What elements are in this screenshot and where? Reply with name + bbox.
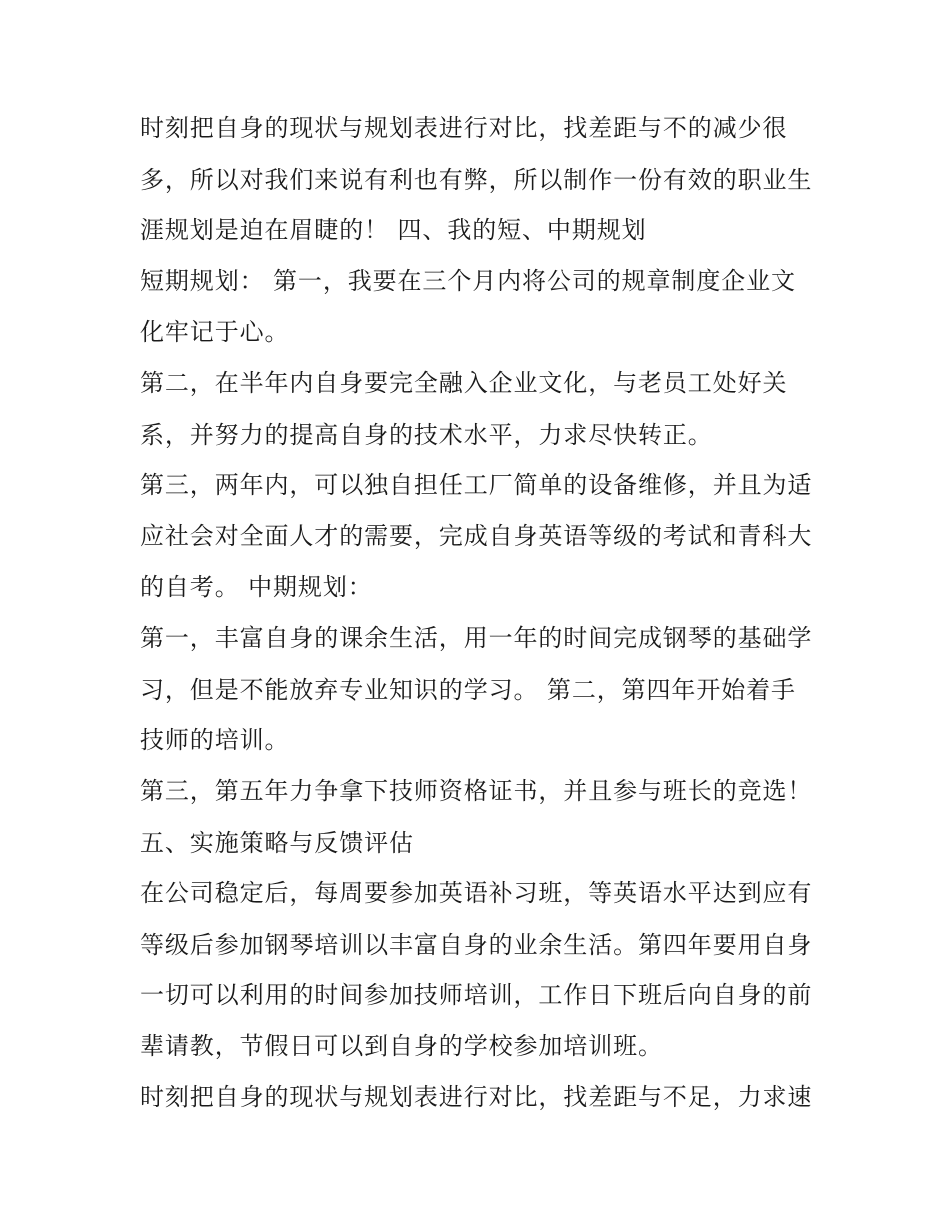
text-line: 短期规划： 第一，我要在三个月内将公司的规章制度企业文 xyxy=(140,267,796,295)
text-line: 应社会对全面人才的需要，完成自身英语等级的考试和青科大 xyxy=(140,522,813,550)
text-line: 第一，丰富自身的课余生活，用一年的时间完成钢琴的基础学 xyxy=(140,624,813,652)
text-line: 一切可以利用的时间参加技师培训，工作日下班后向自身的前 xyxy=(140,981,813,1009)
text-line: 系，并努力的提高自身的技术水平，力求尽快转正。 xyxy=(140,421,713,449)
text-line: 技师的培训。 xyxy=(140,726,290,754)
text-line: 等级后参加钢琴培训以丰富自身的业余生活。第四年要用自身 xyxy=(140,931,813,959)
text-line: 多，所以对我们来说有利也有弊，所以制作一份有效的职业生 xyxy=(140,166,813,194)
text-line: 习，但是不能放弃专业知识的学习。 第二，第四年开始着手 xyxy=(140,676,796,704)
text-line: 第三，两年内，可以独自担任工厂简单的设备维修，并且为适 xyxy=(140,471,813,499)
text-line: 辈请教，节假日可以到自身的学校参加培训班。 xyxy=(140,1032,663,1060)
text-line: 时刻把自身的现状与规划表进行对比，找差距与不足，力求速 xyxy=(140,1083,813,1111)
text-line: 在公司稳定后，每周要参加英语补习班，等英语水平达到应有 xyxy=(140,879,813,907)
text-line: 化牢记于心。 xyxy=(140,318,290,346)
text-line: 涯规划是迫在眉睫的！ 四、我的短、中期规划 xyxy=(140,216,647,244)
text-line: 第二，在半年内自身要完全融入企业文化，与老员工处好关 xyxy=(140,369,788,397)
text-line: 的自考。 中期规划： xyxy=(140,573,373,601)
text-line: 五、实施策略与反馈评估 xyxy=(140,829,414,857)
text-line: 时刻把自身的现状与规划表进行对比，找差距与不的减少很 xyxy=(140,114,788,142)
text-line: 第三，第五年力争拿下技师资格证书，并且参与班长的竞选！ xyxy=(140,777,813,805)
